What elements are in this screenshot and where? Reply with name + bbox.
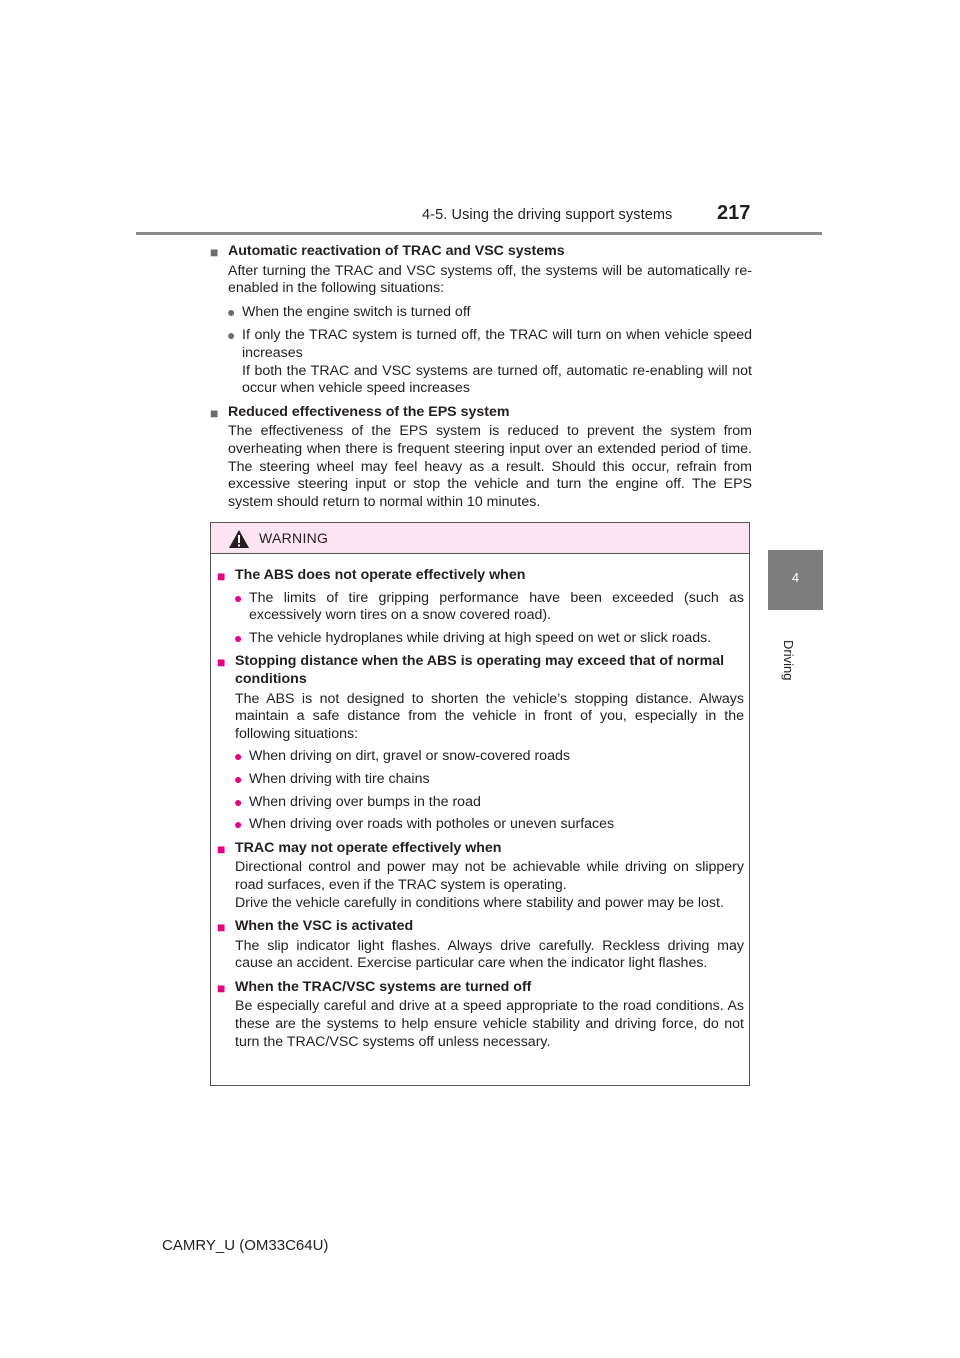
warning-box [210,522,750,1086]
warning-list-item: ● When driving over roads with potholes or uneven surfaces [234,816,615,833]
warning-triangle-icon [228,529,250,549]
warning-text: The ABS is not designed to shorten the vehicle’s stopping distance. Always maintain a safe distance from the vehicle in front of you, especially in the following situations: [235,690,744,742]
chapter-tab[interactable] [768,550,823,610]
circle-bullet-icon: ● [234,793,243,810]
list-item-continuation: If both the TRAC and VSC systems are turned off, automatic re-enabling will not occur when vehicle speed increases [242,362,752,397]
circle-bullet-icon: ● [227,303,236,320]
square-bullet-icon: ■ [217,979,226,996]
warning-text: Be especially careful and drive at a speed appropriate to the road conditions. As these are the systems to help ensure vehicle stability and driving force, do not turn the TRAC/VSC systems off unless necessary. [235,998,744,1050]
page-number: 217 [717,202,751,224]
circle-bullet-icon: ● [227,327,236,344]
warning-title: WARNING [259,530,329,546]
square-bullet-icon: ■ [217,654,226,671]
warning-heading: ■ When the VSC is activated [217,918,414,936]
warning-list-item: ● When driving on dirt, gravel or snow-covered roads [234,748,570,765]
warning-list-item: ● When driving over bumps in the road [234,793,481,810]
section-title: 4-5. Using the driving support systems [422,207,673,223]
main-content [210,243,752,511]
warning-text: The slip indicator light flashes. Always drive carefully. Reckless driving may cause an accident. Exercise particular care when the indicator light flashes. [235,937,744,972]
warning-text: Directional control and power may not be achievable while driving on slippery road surfaces, even if the TRAC system is operating. [235,859,744,893]
section-heading: ■ Automatic reactivation of TRAC and VSC systems [210,243,565,260]
circle-bullet-icon: ● [234,629,243,646]
circle-bullet-icon: ● [234,589,243,606]
list-item: ● When the engine switch is turned off [227,303,471,320]
header-divider [136,232,822,235]
square-bullet-icon: ■ [217,840,226,857]
footer-model-code: CAMRY_U (OM33C64U) [162,1237,329,1254]
section-heading: ■ Reduced effectiveness of the EPS system [210,403,510,421]
warning-list-item: ● When driving with tire chains [234,770,430,787]
section-text: The effectiveness of the EPS system is reduced to prevent the system from overheating when there is frequent steering input over an extended period of time. The steering wheel may feel heavy as a result. Should this occur, refrain from excessive steering input or stop the vehicle and turn the engine off. The EPS system should return to normal within 10 minutes. [228,423,752,510]
warning-text: Drive the vehicle carefully in conditions where stability and power may be lost. [235,894,724,911]
circle-bullet-icon: ● [234,748,243,765]
list-item: ● If only the TRAC system is turned off, the TRAC will turn on when vehicle speed increases [227,327,752,361]
chapter-number: 4 [791,570,800,585]
warning-body [217,567,744,1051]
section-text: After turning the TRAC and VSC systems off, the systems will be automatically re-enabled in the following situations: [228,262,752,297]
warning-list-item: ● The vehicle hydroplanes while driving at high speed on wet or slick roads. [234,629,712,646]
warning-header [211,523,749,554]
warning-heading: ■ TRAC may not operate effectively when [217,839,502,857]
square-bullet-icon: ■ [210,404,219,421]
circle-bullet-icon: ● [234,770,243,787]
circle-bullet-icon: ● [234,816,243,833]
square-bullet-icon: ■ [210,244,219,260]
chapter-label: Driving [781,640,796,681]
square-bullet-icon: ■ [217,919,226,936]
square-bullet-icon: ■ [217,568,226,584]
warning-heading: ■ The ABS does not operate effectively when [217,567,526,584]
warning-heading: ■ Stopping distance when the ABS is operating may exceed that of normal conditions [217,653,725,687]
warning-list-item: ● The limits of tire gripping performance have been exceeded (such as excessively worn tires on a snow covered road). [234,589,744,624]
warning-heading: ■ When the TRAC/VSC systems are turned off [217,978,532,996]
